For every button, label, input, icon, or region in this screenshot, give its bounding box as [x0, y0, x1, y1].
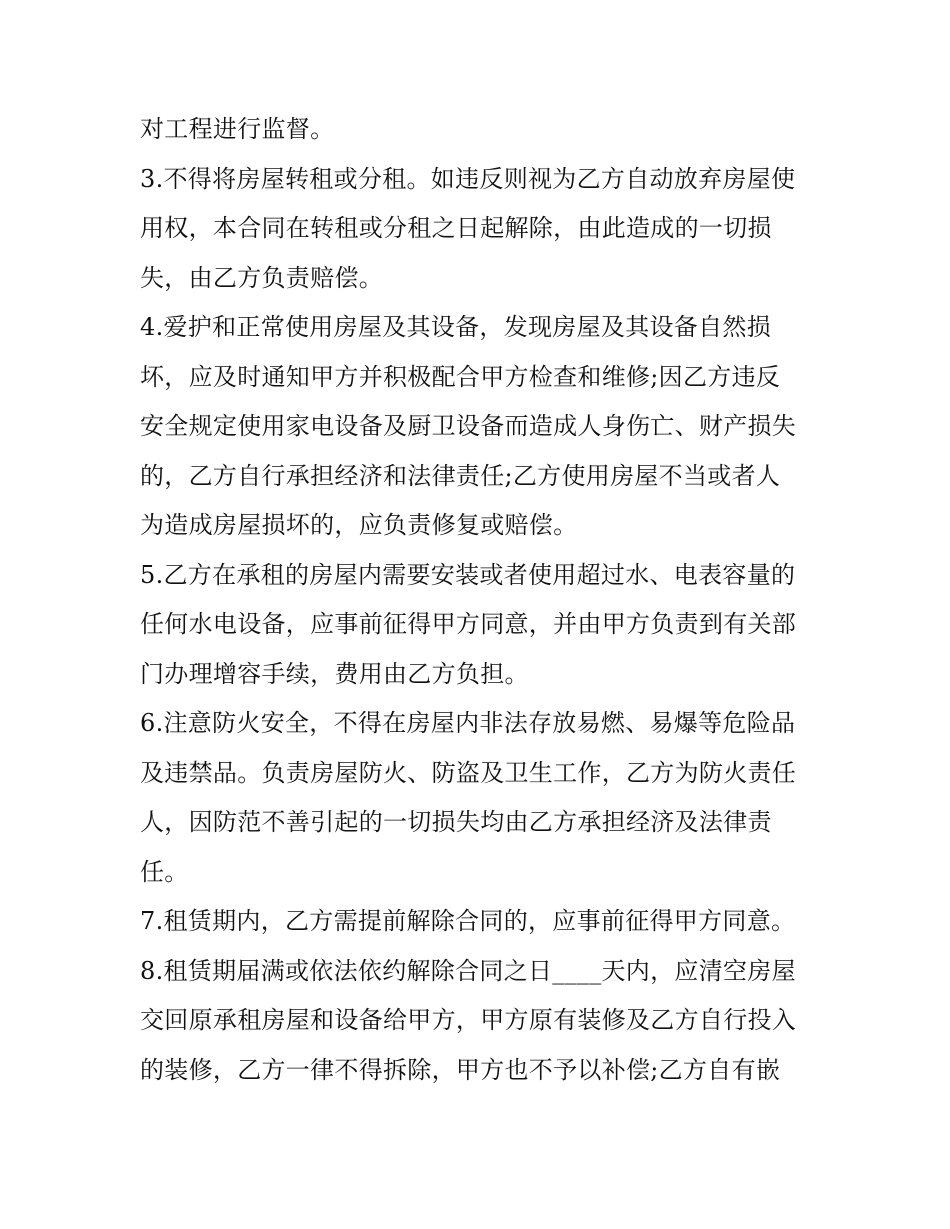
clause-5-line-2: 任何水电设备，应事前征得甲方同意，并由甲方负责到有关部	[140, 610, 797, 638]
text-line-1: 对工程进行监督。	[140, 115, 335, 143]
clause-4-line-4: 的，乙方自行承担经济和法律责任;乙方使用房屋不当或者人	[140, 461, 781, 490]
clause-3-line-3: 失，由乙方负责赔偿。	[140, 263, 383, 292]
clause-4-line-3: 安全规定使用家电设备及厨卫设备而造成人身伤亡、财产损失	[140, 412, 797, 440]
clause-3-line-2: 用权，本合同在转租或分租之日起解除，由此造成的一切损	[140, 214, 772, 242]
clause-4-line-5: 为造成房屋损坏的，应负责修复或赔偿。	[140, 511, 578, 539]
clause-6-line-4: 任。	[140, 857, 189, 886]
clause-4-line-2: 坏，应及时通知甲方并积极配合甲方检查和维修;因乙方违反	[140, 362, 781, 391]
clause-5-line-1: 5.乙方在承租的房屋内需要安装或者使用超过水、电表容量的	[140, 560, 796, 589]
clause-6-line-1: 6.注意防火安全，不得在房屋内非法存放易燃、易爆等危险品	[140, 709, 796, 737]
clause-8-line-2: 交回原承租房屋和设备给甲方，甲方原有装修及乙方自行投入	[140, 1006, 797, 1034]
document-body	[140, 105, 820, 1095]
clause-7-line-1: 7.租赁期内，乙方需提前解除合同的，应事前征得甲方同意。	[140, 907, 796, 935]
clause-6-line-3: 人，因防范不善引起的一切损失均由乙方承担经济及法律责	[140, 808, 772, 836]
clause-5-line-3: 门办理增容手续，费用由乙方负担。	[140, 659, 529, 688]
clause-3-line-1: 3.不得将房屋转租或分租。如违反则视为乙方自动放弃房屋使	[140, 164, 796, 193]
clause-8-line-1: 8.租赁期届满或依法依约解除合同之日____天内，应清空房屋	[140, 956, 796, 985]
clause-6-line-2: 及违禁品。负责房屋防火、防盗及卫生工作，乙方为防火责任	[140, 758, 797, 787]
clause-4-line-1: 4.爱护和正常使用房屋及其设备，发现房屋及其设备自然损	[140, 313, 771, 341]
clause-8-line-3: 的装修，乙方一律不得拆除，甲方也不予以补偿;乙方自有嵌	[140, 1055, 781, 1084]
